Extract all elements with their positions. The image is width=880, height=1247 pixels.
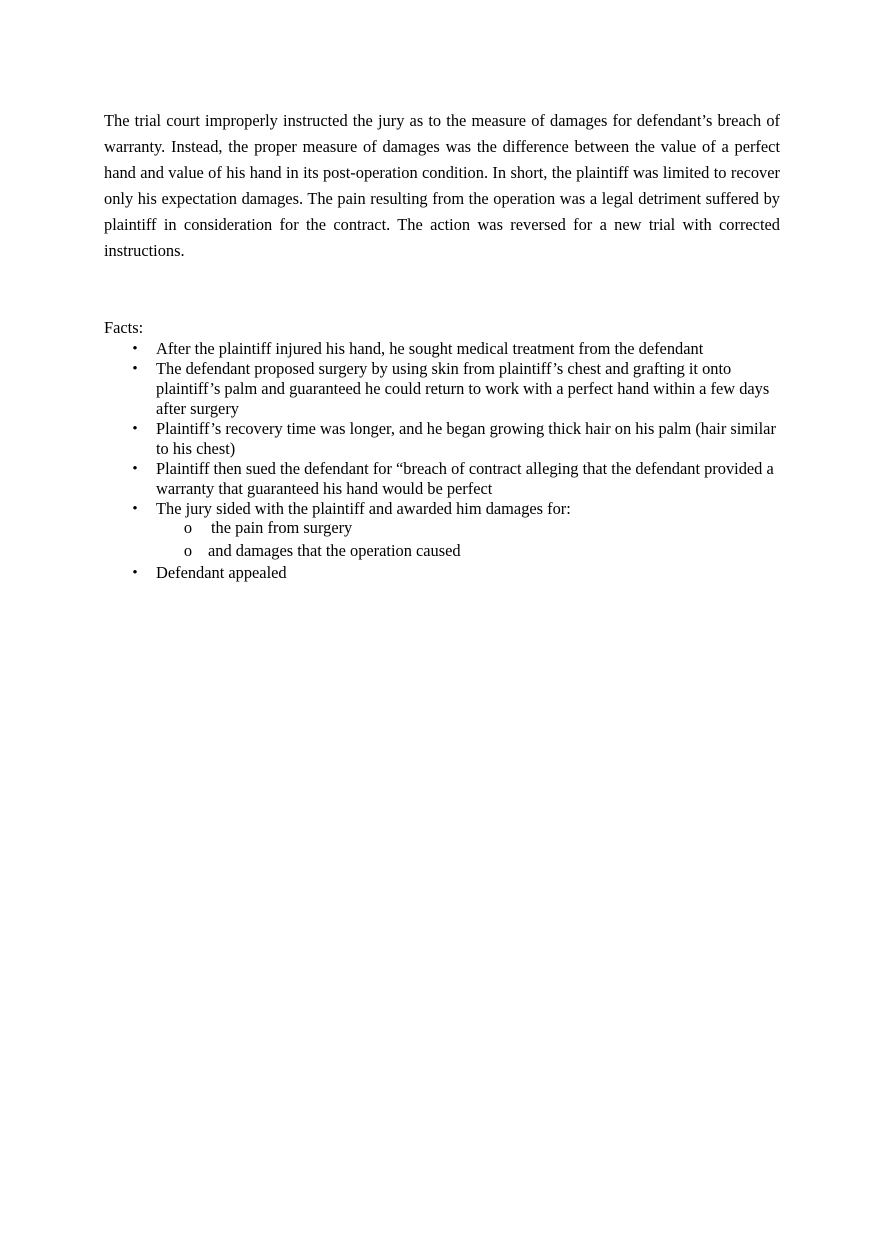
fact-text: Plaintiff then sued the defendant for “breach of contract alleging that the defendant provided a warranty that guaranteed his hand would be perfect — [156, 459, 774, 498]
fact-item — [104, 339, 780, 359]
fact-item — [104, 419, 780, 459]
sub-item-text: the pain from surgery — [211, 518, 353, 537]
hollow-bullet-icon: o — [183, 541, 193, 560]
bullet-icon: • — [132, 461, 138, 477]
summary-paragraph: The trial court improperly instructed the jury as to the measure of damages for defendant’s breach of warranty. Instead, the proper measure of damages was the difference between the value of a perfect hand and value of his hand in its post-operation condition. In short, the plaintiff was limited to recover only his expectation damages. The pain resulting from the operation was a legal detriment suffered by plaintiff in consideration for the contract. The action was reversed for a new trial with corrected instructions. — [104, 111, 780, 260]
bullet-icon: • — [132, 421, 138, 437]
bullet-icon: • — [132, 361, 138, 377]
facts-heading: Facts: — [104, 318, 144, 337]
sub-list-item — [104, 540, 728, 561]
fact-item — [104, 563, 780, 583]
fact-text: The defendant proposed surgery by using skin from plaintiff’s chest and grafting it onto plaintiff’s palm and guaranteed he could return to work with a perfect hand within a few days after surgery — [156, 359, 770, 418]
sub-list-item — [104, 519, 728, 537]
fact-text: After the plaintiff injured his hand, he sought medical treatment from the defendant — [156, 339, 704, 358]
bullet-icon: • — [132, 565, 138, 581]
sub-item-text: and damages that the operation caused — [208, 541, 461, 560]
damages-sub-list — [156, 519, 780, 561]
fact-item — [104, 359, 780, 419]
fact-item — [104, 499, 780, 561]
fact-text: The jury sided with the plaintiff and awarded him damages for: — [156, 499, 571, 518]
hollow-bullet-icon: o — [183, 518, 193, 537]
fact-item — [104, 459, 780, 499]
fact-text: Defendant appealed — [156, 563, 287, 582]
bullet-icon: • — [132, 501, 138, 517]
fact-text: Plaintiff’s recovery time was longer, and he began growing thick hair on his palm (hair similar to his chest) — [156, 419, 776, 458]
bullet-icon: • — [132, 341, 138, 357]
facts-list — [104, 339, 780, 583]
